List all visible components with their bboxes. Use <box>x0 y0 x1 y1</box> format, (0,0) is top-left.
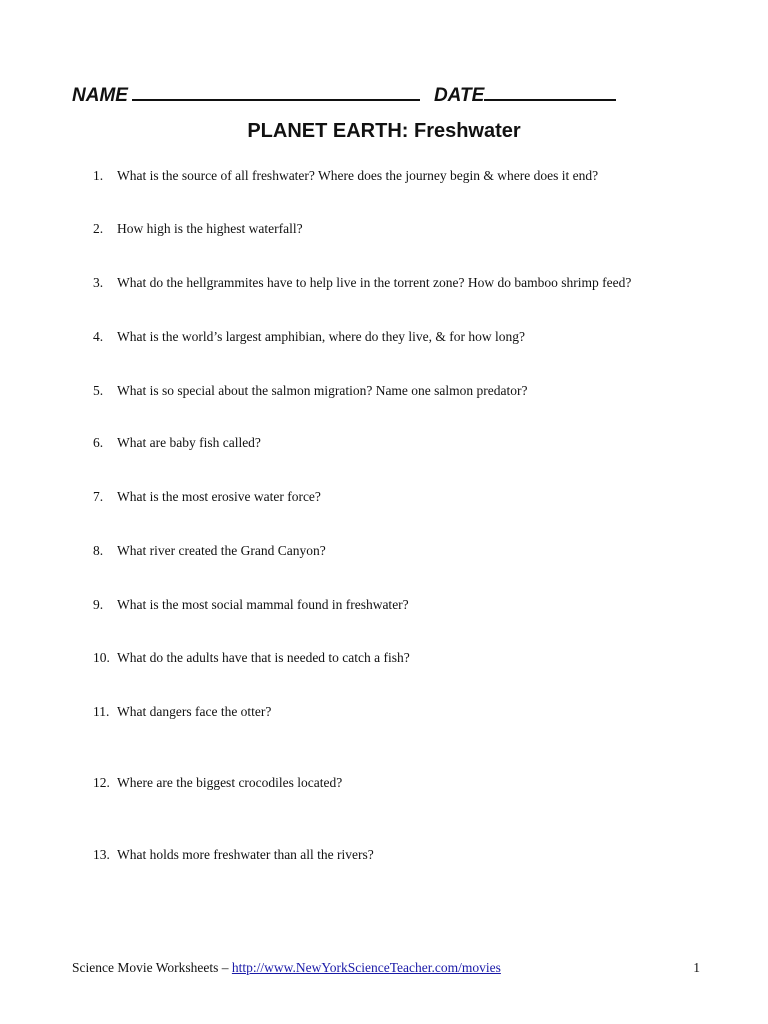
question-number: 9. <box>93 597 104 612</box>
question-text: What are baby fish called? <box>117 435 261 450</box>
question-number: 8. <box>93 543 104 558</box>
question-7 <box>93 489 321 505</box>
question-10 <box>93 650 410 666</box>
question-number: 10. <box>93 650 110 665</box>
question-text: What is the source of all freshwater? Where does the journey begin & where does it end? <box>117 168 599 183</box>
question-number: 7. <box>93 489 104 504</box>
question-text: How high is the highest waterfall? <box>117 221 303 236</box>
question-1 <box>93 168 598 184</box>
page-footer <box>72 960 700 976</box>
question-text: Where are the biggest crocodiles located? <box>117 775 343 790</box>
question-text: What is the most social mammal found in freshwater? <box>117 597 409 612</box>
question-text: What is the most erosive water force? <box>117 489 321 504</box>
question-text: What is so special about the salmon migration? Name one salmon predator? <box>117 383 528 398</box>
question-number: 6. <box>93 435 104 450</box>
question-6 <box>93 435 261 451</box>
question-number: 4. <box>93 329 104 344</box>
footer-link[interactable]: http://www.NewYorkScienceTeacher.com/movies <box>231 960 501 975</box>
page-number: 1 <box>693 960 700 975</box>
question-text: What do the adults have that is needed to catch a fish? <box>117 650 410 665</box>
question-number: 5. <box>93 383 104 398</box>
question-text: What do the hellgrammites have to help live in the torrent zone? How do bamboo shrimp feed? <box>117 275 632 290</box>
question-number: 12. <box>93 775 110 790</box>
question-5 <box>93 383 528 399</box>
question-2 <box>93 221 303 237</box>
question-text: What is the world’s largest amphibian, where do they live, & for how long? <box>117 329 526 344</box>
name-line <box>132 84 420 101</box>
question-number: 1. <box>93 168 104 183</box>
date-label: DATE <box>433 85 485 106</box>
question-number: 11. <box>93 704 110 719</box>
question-text: What river created the Grand Canyon? <box>117 543 326 558</box>
question-number: 2. <box>93 221 104 236</box>
question-13 <box>93 847 374 863</box>
date-line <box>484 84 616 101</box>
question-9 <box>93 597 409 613</box>
question-4 <box>93 329 525 345</box>
name-date-header <box>72 84 672 110</box>
question-11 <box>93 704 271 720</box>
question-12 <box>93 775 342 791</box>
question-number: 3. <box>93 275 104 290</box>
question-text: What holds more freshwater than all the rivers? <box>117 847 374 862</box>
name-label: NAME <box>72 85 128 106</box>
footer-text: Science Movie Worksheets – <box>72 960 232 975</box>
question-number: 13. <box>93 847 110 862</box>
question-3 <box>93 275 631 291</box>
question-8 <box>93 543 326 559</box>
question-text: What dangers face the otter? <box>117 704 272 719</box>
page-title: PLANET EARTH: Freshwater <box>247 120 521 142</box>
